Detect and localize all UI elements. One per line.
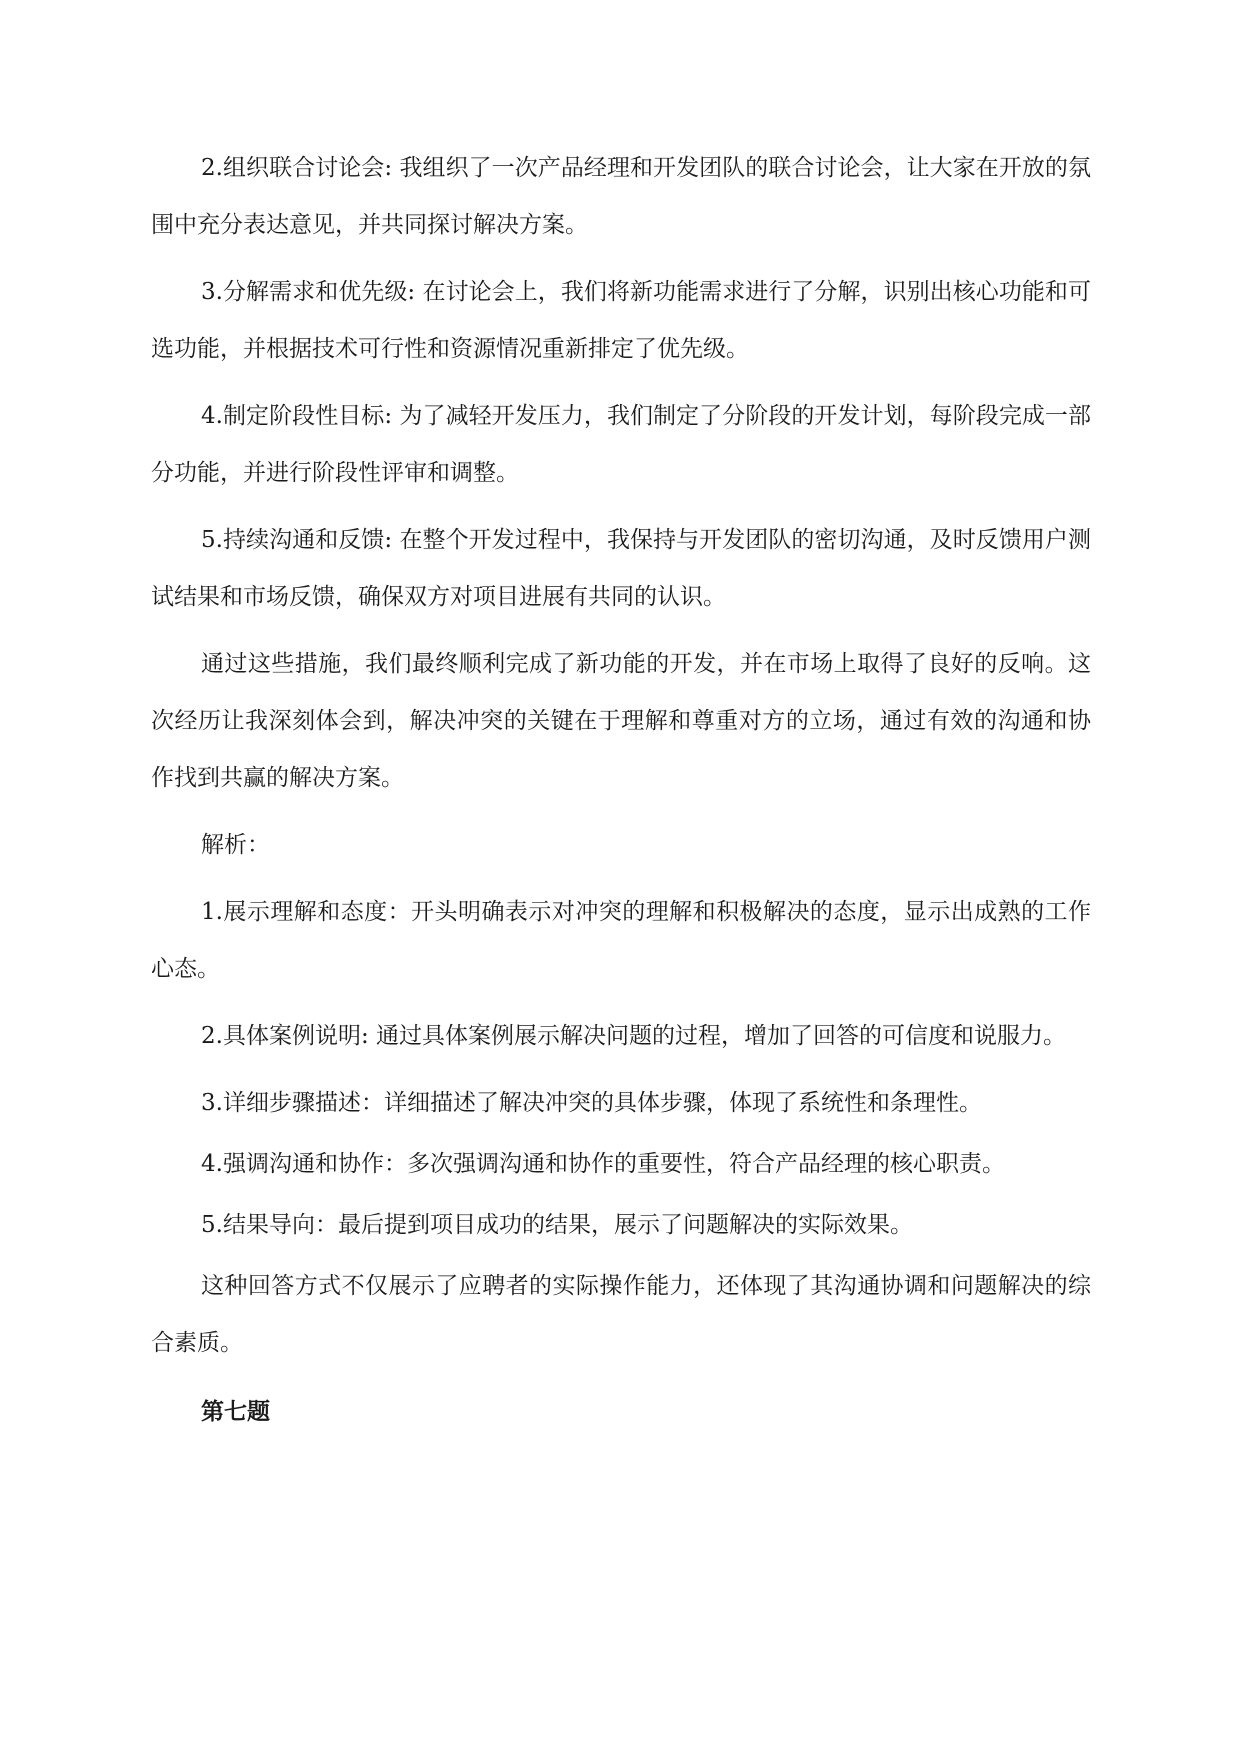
analysis-point-5: 5.结果导向：最后提到项目成功的结果，展示了问题解决的实际效果。 bbox=[201, 1212, 913, 1238]
paragraph-step-5-feedback: 5.持续沟通和反馈: 在整个开发过程中，我保持与开发团队的密切沟通，及时反馈用户测试结果和市场反馈，确保双方对项目进展有共同的认识。 bbox=[151, 527, 1091, 610]
analysis-point-3: 3.详细步骤描述：详细描述了解决冲突的具体步骤，体现了系统性和条理性。 bbox=[201, 1090, 982, 1116]
analysis-point-1: 1.展示理解和态度：开头明确表示对冲突的理解和积极解决的态度，显示出成熟的工作心态。 bbox=[151, 899, 1091, 982]
analysis-label: 解析： bbox=[201, 832, 270, 858]
paragraph-conclusion: 通过这些措施，我们最终顺利完成了新功能的开发，并在市场上取得了良好的反响。这次经历让我深刻体会到，解决冲突的关键在于理解和尊重对方的立场，通过有效的沟通和协作找到共赢的解决方案。 bbox=[151, 651, 1091, 791]
analysis-point-4: 4.强调沟通和协作：多次强调沟通和协作的重要性，符合产品经理的核心职责。 bbox=[201, 1151, 1005, 1177]
analysis-point-2: 2.具体案例说明: 通过具体案例展示解决问题的过程，增加了回答的可信度和说服力。 bbox=[201, 1023, 1067, 1049]
paragraph-step-3-priority: 3.分解需求和优先级: 在讨论会上，我们将新功能需求进行了分解，识别出核心功能和可选功能，并根据技术可行性和资源情况重新排定了优先级。 bbox=[151, 279, 1091, 362]
paragraph-step-4-goals: 4.制定阶段性目标: 为了减轻开发压力，我们制定了分阶段的开发计划，每阶段完成一部分功能，并进行阶段性评审和调整。 bbox=[151, 403, 1091, 486]
paragraph-step-2-meeting: 2.组织联合讨论会: 我组织了一次产品经理和开发团队的联合讨论会，让大家在开放的氛围中充分表达意见，并共同探讨解决方案。 bbox=[151, 155, 1091, 238]
document-body bbox=[151, 140, 1091, 1441]
section-heading: 第七题 bbox=[201, 1399, 270, 1425]
paragraph-summary: 这种回答方式不仅展示了应聘者的实际操作能力，还体现了其沟通协调和问题解决的综合素质。 bbox=[151, 1273, 1091, 1356]
